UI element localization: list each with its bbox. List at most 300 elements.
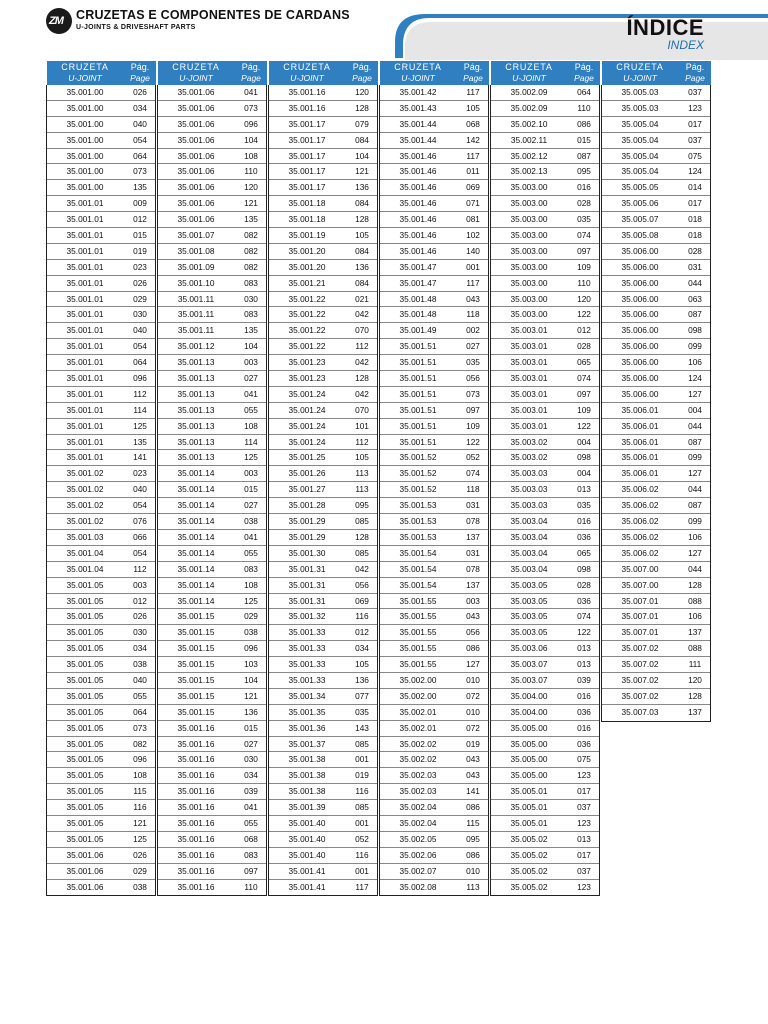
page-number: 043 — [466, 611, 480, 622]
table-row — [491, 450, 599, 466]
page-number: 120 — [355, 87, 369, 97]
table-row — [269, 530, 377, 546]
ujoint-code: 35.003.00 — [510, 277, 548, 288]
table-row — [380, 609, 488, 625]
ujoint-code: 35.001.06 — [177, 198, 215, 209]
code-header-label: CRUZETA — [283, 62, 331, 72]
page-number: 085 — [355, 516, 369, 527]
table-row — [380, 498, 488, 514]
page-number: 078 — [466, 563, 480, 574]
table-row — [47, 609, 155, 625]
page-number: 036 — [577, 531, 591, 542]
ujoint-code: 35.005.04 — [621, 150, 659, 161]
page-number: 016 — [577, 182, 591, 193]
ujoint-code: 35.001.05 — [66, 833, 104, 844]
table-row — [380, 832, 488, 848]
page-number: 087 — [688, 500, 702, 511]
table-row — [47, 180, 155, 196]
ujoint-code: 35.003.01 — [510, 388, 548, 399]
table-row — [602, 657, 710, 673]
table-row — [158, 880, 266, 896]
table-row — [491, 387, 599, 403]
table-row — [269, 101, 377, 117]
table-row — [269, 164, 377, 180]
page-number: 063 — [688, 293, 702, 304]
ujoint-code: 35.006.00 — [621, 357, 659, 368]
page-number: 084 — [355, 245, 369, 256]
page-number: 042 — [355, 388, 369, 399]
page-number: 013 — [577, 833, 591, 844]
column-rows — [379, 85, 489, 896]
ujoint-code: 35.005.08 — [621, 230, 659, 241]
ujoint-code: 35.007.02 — [621, 643, 659, 654]
ujoint-code: 35.001.40 — [288, 833, 326, 844]
page-number: 004 — [688, 404, 702, 415]
table-row — [47, 244, 155, 260]
table-row — [269, 149, 377, 165]
page-number: 083 — [244, 277, 258, 288]
page-number: 065 — [577, 357, 591, 368]
table-row — [47, 387, 155, 403]
table-row — [491, 530, 599, 546]
page-number: 112 — [133, 563, 147, 574]
page-number: 122 — [577, 309, 591, 320]
ujoint-code: 35.001.41 — [288, 865, 326, 876]
ujoint-code: 35.001.01 — [66, 325, 104, 336]
page-number: 109 — [577, 261, 591, 272]
page-number: 098 — [688, 325, 702, 336]
table-row — [602, 133, 710, 149]
table-row — [491, 609, 599, 625]
ujoint-code: 35.001.27 — [288, 484, 326, 495]
table-row — [491, 435, 599, 451]
page-number: 117 — [355, 881, 369, 892]
table-row — [269, 768, 377, 784]
table-row — [158, 419, 266, 435]
ujoint-code: 35.003.01 — [510, 373, 548, 384]
ujoint-code: 35.005.04 — [621, 134, 659, 145]
ujoint-code: 35.001.46 — [399, 245, 437, 256]
page-header-label-en: Page — [241, 73, 261, 83]
index-column-5 — [490, 61, 600, 896]
ujoint-code: 35.001.30 — [288, 547, 326, 558]
table-row — [602, 514, 710, 530]
page-header-label: Pág. — [574, 62, 594, 72]
ujoint-code: 35.003.05 — [510, 611, 548, 622]
table-row — [47, 498, 155, 514]
page-number: 001 — [355, 817, 369, 828]
page-number: 016 — [577, 690, 591, 701]
ujoint-code: 35.006.02 — [621, 531, 659, 542]
page-number: 135 — [244, 325, 258, 336]
table-row — [380, 482, 488, 498]
table-row — [158, 466, 266, 482]
table-row — [602, 530, 710, 546]
ujoint-code: 35.003.01 — [510, 341, 548, 352]
page-number: 074 — [466, 468, 480, 479]
table-row — [602, 339, 710, 355]
ujoint-code: 35.006.01 — [621, 468, 659, 479]
ujoint-code: 35.001.24 — [288, 388, 326, 399]
ujoint-code: 35.006.02 — [621, 516, 659, 527]
page-number: 011 — [466, 166, 480, 177]
page-header-label-en: Page — [574, 73, 594, 83]
ujoint-code: 35.001.14 — [177, 531, 215, 542]
ujoint-code: 35.001.16 — [177, 722, 215, 733]
page-number: 069 — [466, 182, 480, 193]
ujoint-code: 35.001.05 — [66, 770, 104, 781]
ujoint-code: 35.005.07 — [621, 214, 659, 225]
table-row — [602, 609, 710, 625]
ujoint-code: 35.001.24 — [288, 436, 326, 447]
ujoint-code: 35.001.20 — [288, 245, 326, 256]
page-number: 040 — [133, 674, 147, 685]
table-row — [380, 530, 488, 546]
table-row — [269, 498, 377, 514]
ujoint-code: 35.001.05 — [66, 674, 104, 685]
page-number: 122 — [577, 420, 591, 431]
table-row — [491, 244, 599, 260]
page-number: 127 — [688, 388, 702, 399]
table-row — [158, 689, 266, 705]
page-number: 098 — [577, 452, 591, 463]
ujoint-code: 35.001.46 — [399, 166, 437, 177]
table-row — [269, 133, 377, 149]
ujoint-code: 35.001.22 — [288, 293, 326, 304]
ujoint-code: 35.001.52 — [399, 452, 437, 463]
page-number: 114 — [244, 436, 258, 447]
ujoint-code: 35.002.07 — [399, 865, 437, 876]
ujoint-code: 35.006.00 — [621, 373, 659, 384]
table-row — [380, 371, 488, 387]
page-number: 030 — [133, 627, 147, 638]
page-number: 012 — [133, 214, 147, 225]
ujoint-code: 35.005.03 — [621, 102, 659, 113]
ujoint-code: 35.001.53 — [399, 500, 437, 511]
page-number: 072 — [466, 690, 480, 701]
code-header-label-en: U-JOINT — [401, 73, 435, 83]
page-number: 040 — [133, 484, 147, 495]
table-row — [158, 721, 266, 737]
ujoint-code: 35.005.05 — [621, 182, 659, 193]
ujoint-code: 35.002.00 — [399, 690, 437, 701]
ujoint-code: 35.001.16 — [177, 738, 215, 749]
page-number: 087 — [688, 309, 702, 320]
table-row — [491, 705, 599, 721]
ujoint-code: 35.001.17 — [288, 150, 326, 161]
table-row — [269, 784, 377, 800]
ujoint-code: 35.001.01 — [66, 293, 104, 304]
ujoint-code: 35.005.02 — [510, 833, 548, 844]
ujoint-code: 35.001.05 — [66, 706, 104, 717]
page-number: 137 — [688, 706, 702, 717]
page-number: 128 — [355, 373, 369, 384]
ujoint-code: 35.005.02 — [510, 881, 548, 892]
table-row — [158, 609, 266, 625]
page-number: 106 — [688, 611, 702, 622]
table-row — [491, 164, 599, 180]
ujoint-code: 35.005.01 — [510, 802, 548, 813]
page-number: 055 — [133, 690, 147, 701]
page-number: 073 — [466, 388, 480, 399]
table-row — [158, 276, 266, 292]
page-number: 086 — [466, 802, 480, 813]
page-number: 097 — [244, 865, 258, 876]
table-row — [380, 133, 488, 149]
table-row — [269, 403, 377, 419]
ujoint-code: 35.001.02 — [66, 468, 104, 479]
ujoint-code: 35.001.41 — [288, 881, 326, 892]
ujoint-code: 35.001.15 — [177, 659, 215, 670]
page-number: 003 — [244, 357, 258, 368]
page-number: 123 — [577, 770, 591, 781]
code-header-label-en: U-JOINT — [623, 73, 657, 83]
ujoint-code: 35.005.01 — [510, 786, 548, 797]
table-row — [491, 339, 599, 355]
page-number: 010 — [466, 706, 480, 717]
page-number: 013 — [577, 659, 591, 670]
ujoint-code: 35.006.02 — [621, 547, 659, 558]
ujoint-code: 35.001.13 — [177, 420, 215, 431]
page-number: 074 — [577, 230, 591, 241]
table-row — [269, 848, 377, 864]
ujoint-code: 35.003.05 — [510, 579, 548, 590]
table-row — [47, 450, 155, 466]
code-header-label: CRUZETA — [394, 62, 442, 72]
ujoint-code: 35.001.46 — [399, 198, 437, 209]
table-row — [602, 212, 710, 228]
table-row — [380, 212, 488, 228]
ujoint-code: 35.001.55 — [399, 595, 437, 606]
page-number: 110 — [577, 102, 591, 113]
table-row — [380, 117, 488, 133]
ujoint-code: 35.003.04 — [510, 563, 548, 574]
page-number: 124 — [688, 373, 702, 384]
page-number: 071 — [466, 198, 480, 209]
company-name: CRUZETAS E COMPONENTES DE CARDANS — [76, 8, 350, 22]
table-row — [269, 816, 377, 832]
page-number: 122 — [577, 627, 591, 638]
table-row — [602, 180, 710, 196]
ujoint-code: 35.001.54 — [399, 579, 437, 590]
ujoint-code: 35.001.05 — [66, 659, 104, 670]
page-number: 096 — [133, 754, 147, 765]
table-row — [491, 625, 599, 641]
page-number: 142 — [466, 134, 480, 145]
ujoint-code: 35.007.01 — [621, 627, 659, 638]
ujoint-code: 35.001.46 — [399, 150, 437, 161]
ujoint-code: 35.001.43 — [399, 102, 437, 113]
table-row — [491, 768, 599, 784]
table-row — [491, 721, 599, 737]
page-number: 017 — [577, 849, 591, 860]
index-column-2 — [157, 61, 267, 896]
table-row — [380, 196, 488, 212]
table-row — [269, 339, 377, 355]
page-number: 117 — [466, 150, 480, 161]
ujoint-code: 35.001.52 — [399, 484, 437, 495]
table-row — [602, 196, 710, 212]
index-subtitle: INDEX — [667, 38, 704, 52]
page-number: 040 — [133, 118, 147, 129]
page-number: 054 — [133, 341, 147, 352]
index-title: ÍNDICE — [626, 15, 704, 40]
ujoint-code: 35.003.04 — [510, 531, 548, 542]
ujoint-code: 35.001.26 — [288, 468, 326, 479]
table-row — [47, 657, 155, 673]
table-row — [158, 705, 266, 721]
page-number: 043 — [466, 770, 480, 781]
ujoint-code: 35.003.07 — [510, 674, 548, 685]
ujoint-code: 35.006.01 — [621, 404, 659, 415]
table-row — [380, 641, 488, 657]
ujoint-code: 35.004.00 — [510, 706, 548, 717]
ujoint-code: 35.001.05 — [66, 802, 104, 813]
page-number: 018 — [688, 230, 702, 241]
table-row — [47, 594, 155, 610]
ujoint-code: 35.001.51 — [399, 420, 437, 431]
page-number: 017 — [688, 118, 702, 129]
ujoint-code: 35.001.06 — [177, 118, 215, 129]
page-number: 128 — [688, 690, 702, 701]
ujoint-code: 35.006.02 — [621, 484, 659, 495]
table-row — [269, 85, 377, 101]
table-row — [602, 149, 710, 165]
ujoint-code: 35.001.06 — [177, 87, 215, 97]
page-number: 036 — [577, 738, 591, 749]
table-row — [380, 625, 488, 641]
page-number: 035 — [466, 357, 480, 368]
ujoint-code: 35.001.01 — [66, 245, 104, 256]
page-number: 030 — [244, 293, 258, 304]
ujoint-code: 35.007.01 — [621, 611, 659, 622]
ujoint-code: 35.001.51 — [399, 404, 437, 415]
page-number: 082 — [244, 261, 258, 272]
table-row — [602, 705, 710, 721]
page-number: 105 — [466, 102, 480, 113]
ujoint-code: 35.001.37 — [288, 738, 326, 749]
ujoint-code: 35.002.05 — [399, 833, 437, 844]
ujoint-code: 35.002.02 — [399, 754, 437, 765]
index-column-6 — [601, 61, 711, 722]
ujoint-code: 35.007.02 — [621, 659, 659, 670]
table-row — [269, 721, 377, 737]
ujoint-code: 35.001.01 — [66, 388, 104, 399]
page-number: 141 — [466, 786, 480, 797]
page-number: 016 — [577, 722, 591, 733]
page-number: 079 — [355, 118, 369, 129]
ujoint-code: 35.001.06 — [177, 182, 215, 193]
ujoint-code: 35.001.15 — [177, 674, 215, 685]
table-row — [158, 339, 266, 355]
table-row — [491, 864, 599, 880]
ujoint-code: 35.001.05 — [66, 627, 104, 638]
ujoint-code: 35.002.08 — [399, 881, 437, 892]
ujoint-code: 35.001.14 — [177, 484, 215, 495]
ujoint-code: 35.001.25 — [288, 452, 326, 463]
ujoint-code: 35.003.05 — [510, 627, 548, 638]
table-row — [47, 292, 155, 308]
ujoint-code: 35.001.13 — [177, 388, 215, 399]
ujoint-code: 35.001.13 — [177, 404, 215, 415]
page-number: 029 — [133, 865, 147, 876]
page-number: 036 — [577, 595, 591, 606]
table-row — [158, 244, 266, 260]
page-number: 052 — [466, 452, 480, 463]
table-row — [602, 403, 710, 419]
page-number: 064 — [133, 706, 147, 717]
table-row — [380, 276, 488, 292]
ujoint-code: 35.001.11 — [177, 293, 215, 304]
ujoint-code: 35.001.00 — [66, 166, 104, 177]
table-row — [47, 149, 155, 165]
table-row — [158, 133, 266, 149]
table-row — [158, 307, 266, 323]
ujoint-code: 35.001.40 — [288, 849, 326, 860]
page-number: 082 — [133, 738, 147, 749]
ujoint-code: 35.002.02 — [399, 738, 437, 749]
ujoint-code: 35.001.14 — [177, 468, 215, 479]
page-number: 002 — [466, 325, 480, 336]
ujoint-code: 35.001.14 — [177, 579, 215, 590]
ujoint-code: 35.001.36 — [288, 722, 326, 733]
ujoint-code: 35.003.07 — [510, 659, 548, 670]
page-number: 023 — [133, 261, 147, 272]
table-row — [158, 323, 266, 339]
page-number: 073 — [244, 102, 258, 113]
ujoint-code: 35.002.09 — [510, 87, 548, 97]
table-row — [491, 689, 599, 705]
table-row — [269, 482, 377, 498]
table-row — [269, 260, 377, 276]
ujoint-code: 35.003.00 — [510, 245, 548, 256]
page-number: 078 — [466, 516, 480, 527]
table-row — [269, 276, 377, 292]
page-number: 027 — [244, 500, 258, 511]
page-number: 029 — [244, 611, 258, 622]
table-row — [491, 784, 599, 800]
table-row — [47, 212, 155, 228]
table-row — [602, 164, 710, 180]
table-row — [269, 752, 377, 768]
page-number: 074 — [577, 373, 591, 384]
table-row — [380, 848, 488, 864]
table-row — [491, 307, 599, 323]
page-number: 095 — [355, 500, 369, 511]
page-number: 118 — [466, 309, 480, 320]
ujoint-code: 35.001.12 — [177, 341, 215, 352]
table-row — [491, 180, 599, 196]
page-number: 016 — [577, 516, 591, 527]
page-number: 015 — [244, 484, 258, 495]
page-number: 041 — [244, 802, 258, 813]
page-number: 081 — [466, 214, 480, 225]
ujoint-code: 35.001.16 — [288, 102, 326, 113]
page-number: 128 — [355, 102, 369, 113]
table-row — [47, 737, 155, 753]
page-number: 083 — [244, 309, 258, 320]
ujoint-code: 35.001.46 — [399, 230, 437, 241]
table-row — [380, 705, 488, 721]
ujoint-code: 35.001.05 — [66, 722, 104, 733]
page-header-label: Pág. — [241, 62, 261, 72]
table-row — [47, 721, 155, 737]
table-row — [491, 546, 599, 562]
ujoint-code: 35.003.01 — [510, 420, 548, 431]
table-row — [158, 562, 266, 578]
page-number: 112 — [133, 388, 147, 399]
table-row — [158, 482, 266, 498]
